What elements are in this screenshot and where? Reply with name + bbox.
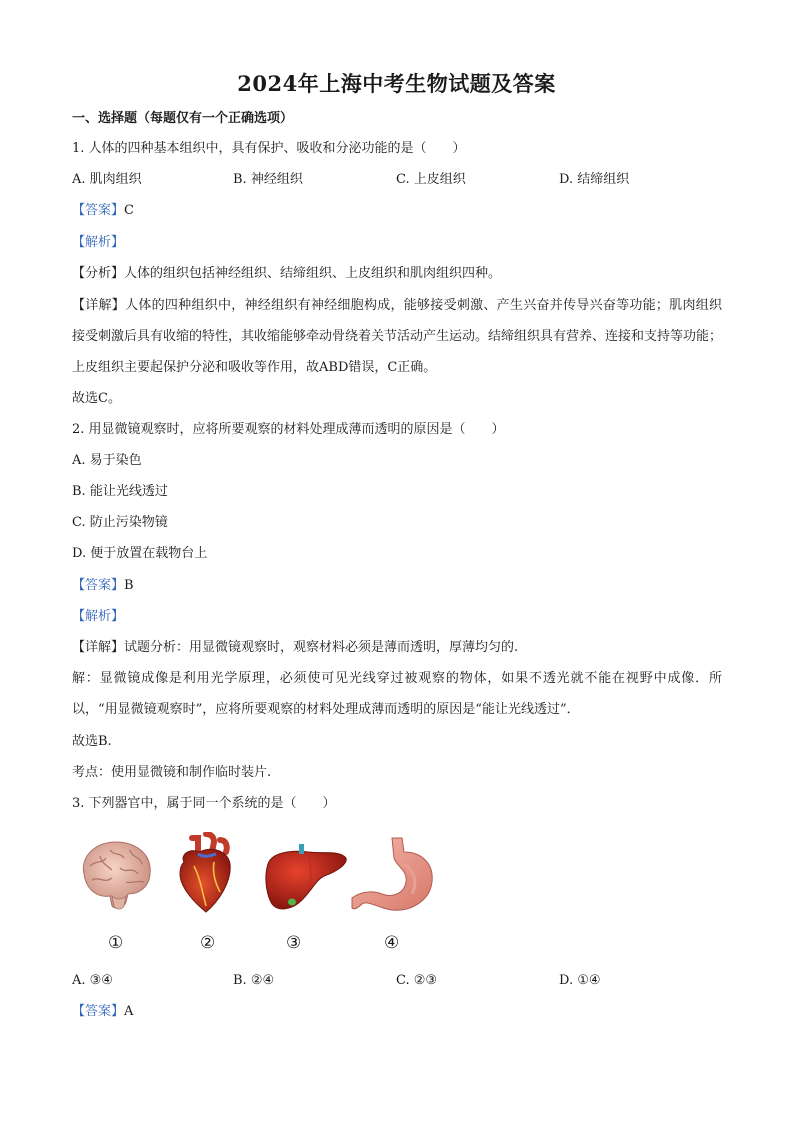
q2-answer: [72, 577, 134, 595]
q2-option-b: B. 能让光线透过: [72, 484, 168, 499]
q3-option-d: D. ①④: [559, 973, 601, 988]
q3-answer: [72, 1003, 133, 1021]
q2-stem: 2. 用显微镜观察时，应将所要观察的材料处理成薄而透明的原因是（ ）: [72, 422, 505, 437]
figure-label-4: ④: [384, 933, 400, 953]
heart-image: [170, 832, 242, 916]
q1-fenxi: [72, 265, 501, 283]
q2-option-a: A. 易于染色: [72, 453, 142, 468]
q1-option-b: B. 神经组织: [233, 172, 303, 187]
q2-detail-text: 试题分析：用显微镜观察时，观察材料必须是薄而透明，厚薄均匀的.: [124, 640, 519, 655]
answer-tag: 【答案】: [72, 203, 125, 218]
detail-tag: 【详解】: [72, 298, 126, 313]
q1-stem: 1. 人体的四种基本组织中，具有保护、吸收和分泌功能的是（ ）: [72, 141, 466, 156]
q3-answer-value: A: [124, 1004, 134, 1019]
q1-answer: [72, 202, 134, 220]
detail-tag: 【详解】: [72, 640, 125, 655]
q2-kaodian: 考点：使用显微镜和制作临时装片.: [72, 765, 272, 780]
stomach-image: [348, 834, 436, 916]
q1-conclusion: 故选C。: [72, 391, 121, 406]
q3-option-c: C. ②③: [396, 973, 438, 988]
q1-fenxi-text: 人体的组织包括神经组织、结缔组织、上皮组织和肌肉组织四种。: [124, 266, 502, 281]
q3-option-b: B. ②④: [233, 973, 275, 988]
q2-analysis-tag: 【解析】: [72, 609, 125, 624]
q2-option-d: D. 便于放置在载物台上: [72, 546, 208, 561]
q1-answer-value: C: [124, 203, 134, 218]
q2-solution: 解：显微镜成像是利用光学原理，必须使可见光线穿过被观察的物体，如果不透光就不能在视野中成像．所以，“用显微镜观察时”，应将所要观察的材料处理成薄而透明的原因是“能让光线透过”．: [72, 671, 722, 717]
answer-tag: 【答案】: [72, 1004, 125, 1019]
q3-stem: 3. 下列器官中，属于同一个系统的是（ ）: [72, 796, 336, 811]
figure-label-2: ②: [200, 933, 216, 953]
q1-option-a: A. 肌肉组织: [72, 172, 142, 187]
fenxi-tag: 【分析】: [72, 266, 125, 281]
q2-answer-value: B: [124, 578, 134, 593]
q2-conclusion: 故选B.: [72, 734, 112, 749]
liver-image: [262, 842, 350, 916]
q1-analysis-tag: 【解析】: [72, 235, 125, 250]
brain-image: [76, 836, 156, 914]
document-title: 2024年上海中考生物试题及答案: [237, 71, 556, 96]
q1-option-d: D. 结缔组织: [559, 172, 630, 187]
answer-tag: 【答案】: [72, 578, 125, 593]
q2-detail: [72, 639, 518, 657]
figure-label-1: ①: [108, 933, 124, 953]
figure-label-3: ③: [286, 933, 302, 953]
section-heading: 一、选择题（每题仅有一个正确选项）: [72, 111, 294, 126]
q3-option-a: A. ③④: [72, 973, 113, 988]
q1-detail-text: 人体的四种组织中，神经组织有神经细胞构成，能够接受刺激、产生兴奋并传导兴奋等功能；肌肉组织接受刺激后具有收缩的特性，其收缩能够牵动骨绕着关节活动产生运动。结缔组织具有营养、连接和支持等功能；上皮组织主要起保护分泌和吸收等作用，故ABD错误，C正确。: [72, 298, 723, 375]
q1-detail: [72, 290, 722, 383]
q1-option-c: C. 上皮组织: [396, 172, 466, 187]
q2-option-c: C. 防止污染物镜: [72, 515, 168, 530]
